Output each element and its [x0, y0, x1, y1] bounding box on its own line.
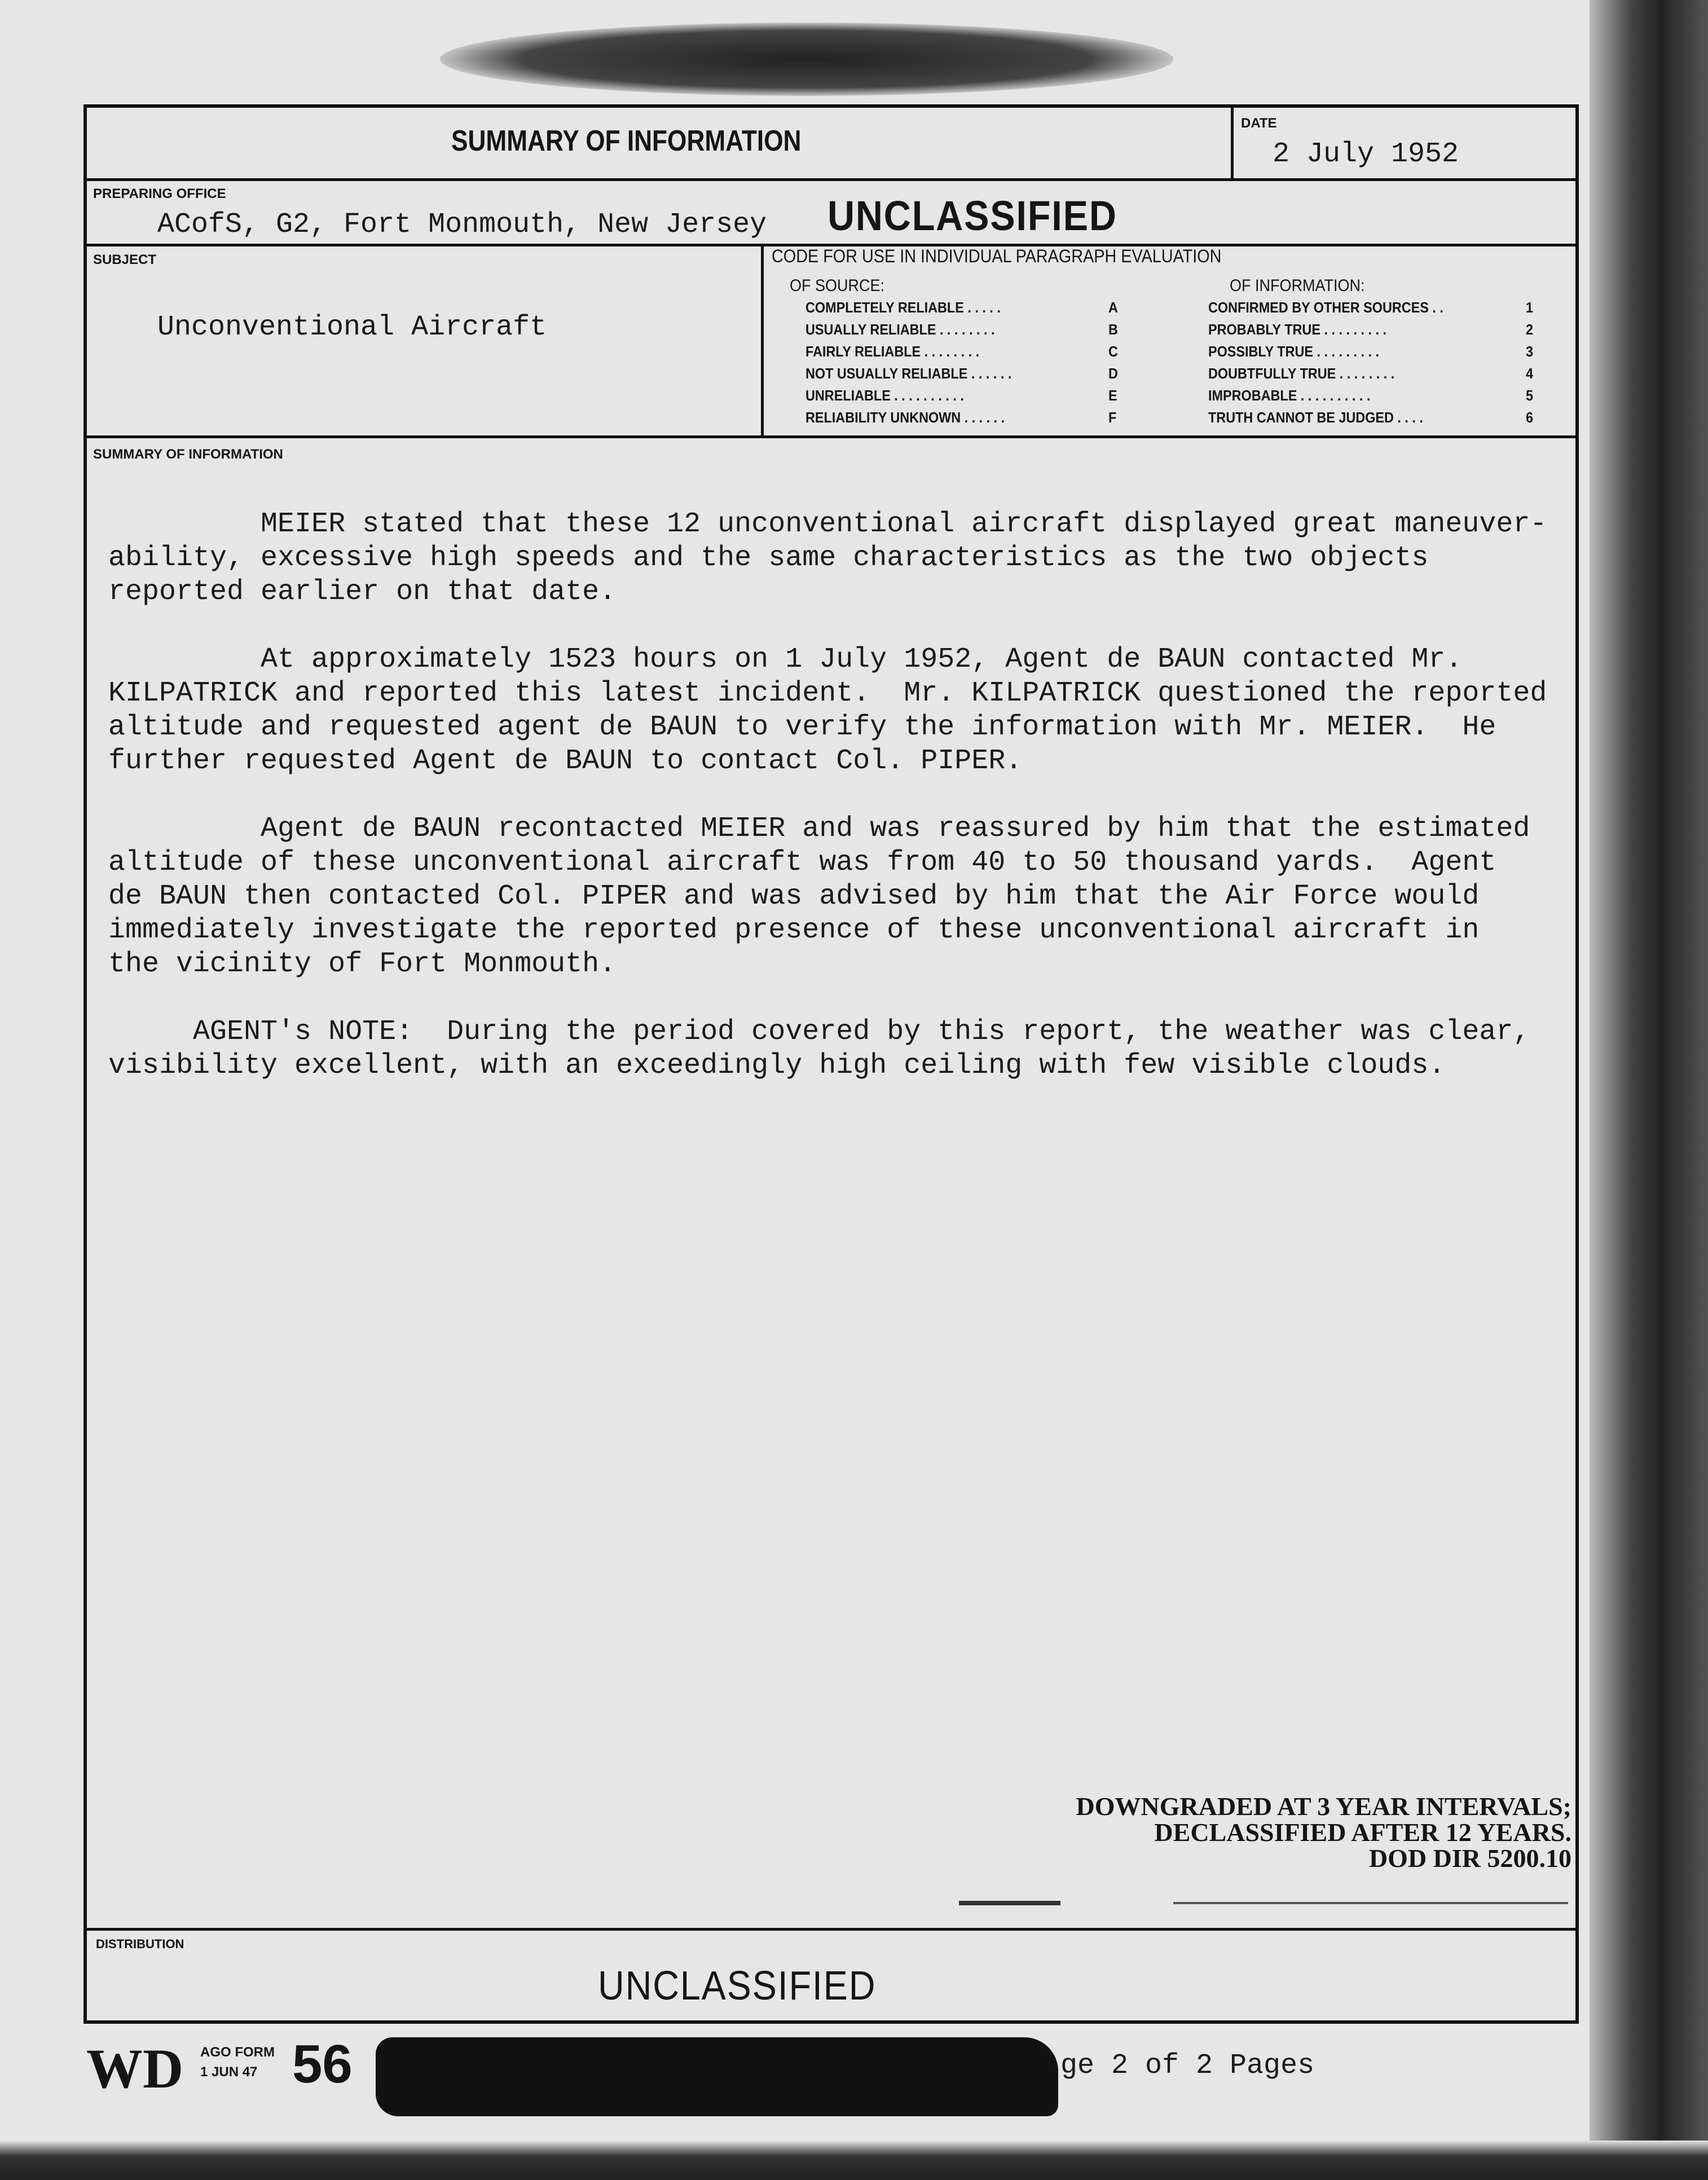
scan-edge-bottom [0, 2141, 1708, 2180]
paragraph [108, 812, 1547, 981]
text-line: KILPATRICK and reported this latest incident. Mr. KILPATRICK questioned the reported [108, 677, 1547, 710]
info-label: CONFIRMED BY OTHER SOURCES . . [1208, 299, 1443, 316]
info-code: 5 [1526, 387, 1534, 404]
source-code: E [1108, 387, 1117, 404]
text-line: the vicinity of Fort Monmouth. [108, 948, 617, 980]
downgrade-stamp [1076, 1794, 1572, 1871]
source-label: RELIABILITY UNKNOWN . . . . . . [805, 409, 1005, 426]
subject-label: SUBJECT [93, 252, 157, 267]
smudge [959, 1901, 1060, 1905]
info-heading: OF INFORMATION: [1230, 276, 1365, 295]
text-line: MEIER stated that these 12 unconventional aircraft displayed great maneuver- [108, 508, 1547, 540]
source-label: USUALLY RELIABLE . . . . . . . . [805, 321, 995, 338]
divider [761, 244, 764, 435]
info-label: IMPROBABLE . . . . . . . . . . [1208, 387, 1371, 404]
scan-edge [1590, 0, 1708, 2180]
source-label: NOT USUALLY RELIABLE . . . . . . [805, 365, 1012, 382]
info-label: DOUBTFULLY TRUE . . . . . . . . [1208, 365, 1395, 382]
preparing-office-value: ACofS, G2, Fort Monmouth, New Jersey [157, 209, 767, 241]
text-line: further requested Agent de BAUN to contact Col. PIPER. [108, 745, 1023, 777]
info-code: 2 [1526, 321, 1534, 338]
classification-stamp-bottom: UNCLASSIFIED [598, 1963, 877, 2009]
source-heading: OF SOURCE: [790, 276, 885, 295]
page-number: ge 2 of 2 Pages [1060, 2050, 1315, 2082]
date-label: DATE [1241, 116, 1277, 131]
info-label: PROBABLY TRUE . . . . . . . . . [1208, 321, 1386, 338]
info-label: TRUTH CANNOT BE JUDGED . . . . [1208, 409, 1423, 426]
text-line: altitude of these unconventional aircraft was from 40 to 50 thousand yards. Agent [108, 847, 1496, 879]
redaction-blot [440, 23, 1173, 96]
text-line: immediately investigate the reported presence of these unconventional aircraft in [108, 914, 1480, 946]
form-prefix: WD [86, 2037, 184, 2100]
divider [83, 1928, 1579, 1931]
source-label: COMPLETELY RELIABLE . . . . . [805, 299, 1001, 316]
paragraph [108, 643, 1547, 778]
text-line: AGENT's NOTE: During the period covered by this report, the weather was clear, [108, 1016, 1530, 1048]
downgrade-line: DOWNGRADED AT 3 YEAR INTERVALS; [1076, 1792, 1571, 1821]
source-code: D [1108, 365, 1118, 382]
form-title: SUMMARY OF INFORMATION [451, 125, 802, 157]
source-code: C [1108, 343, 1118, 360]
divider [83, 178, 1579, 181]
info-code: 4 [1526, 365, 1534, 382]
text-line: altitude and requested agent de BAUN to verify the information with Mr. MEIER. He [108, 711, 1496, 743]
info-code: 3 [1526, 343, 1534, 360]
text-line: reported earlier on that date. [108, 576, 617, 608]
preparing-office-label: PREPARING OFFICE [93, 186, 226, 201]
info-code: 1 [1526, 299, 1534, 316]
redaction [376, 2037, 1058, 2116]
divider [1231, 104, 1234, 178]
source-code: B [1108, 321, 1118, 338]
source-label: FAIRLY RELIABLE . . . . . . . . [805, 343, 980, 360]
form-date: 1 JUN 47 [200, 2064, 258, 2080]
date-value: 2 July 1952 [1273, 138, 1459, 170]
classification-stamp: UNCLASSIFIED [827, 192, 1117, 239]
summary-body [108, 508, 1547, 1117]
code-heading: CODE FOR USE IN INDIVIDUAL PARAGRAPH EVALUATION [772, 246, 1222, 266]
paragraph [108, 1015, 1547, 1083]
summary-label: SUMMARY OF INFORMATION [93, 447, 283, 462]
text-line: ability, excessive high speeds and the same characteristics as the two objects [108, 542, 1429, 574]
info-code: 6 [1526, 409, 1534, 426]
text-line: Agent de BAUN recontacted MEIER and was reassured by him that the estimated [108, 813, 1530, 845]
downgrade-line: DOD DIR 5200.10 [1368, 1844, 1571, 1873]
text-line: de BAUN then contacted Col. PIPER and was advised by him that the Air Force would [108, 880, 1480, 913]
subject-value: Unconventional Aircraft [157, 311, 547, 343]
paragraph [108, 508, 1547, 609]
smudge [1173, 1902, 1568, 1904]
divider [83, 435, 1579, 438]
text-line: At approximately 1523 hours on 1 July 1952, Agent de BAUN contacted Mr. [108, 644, 1463, 676]
info-label: POSSIBLY TRUE . . . . . . . . . [1208, 343, 1379, 360]
form-label: AGO FORM [200, 2045, 275, 2060]
text-line: visibility excellent, with an exceedingly high ceiling with few visible clouds. [108, 1050, 1446, 1082]
source-label: UNRELIABLE . . . . . . . . . . [805, 387, 964, 404]
source-code: F [1108, 409, 1117, 426]
form-number: 56 [292, 2034, 353, 2094]
distribution-label: DISTRIBUTION [96, 1937, 184, 1951]
downgrade-line: DECLASSIFIED AFTER 12 YEARS. [1154, 1818, 1571, 1847]
source-code: A [1108, 299, 1118, 316]
